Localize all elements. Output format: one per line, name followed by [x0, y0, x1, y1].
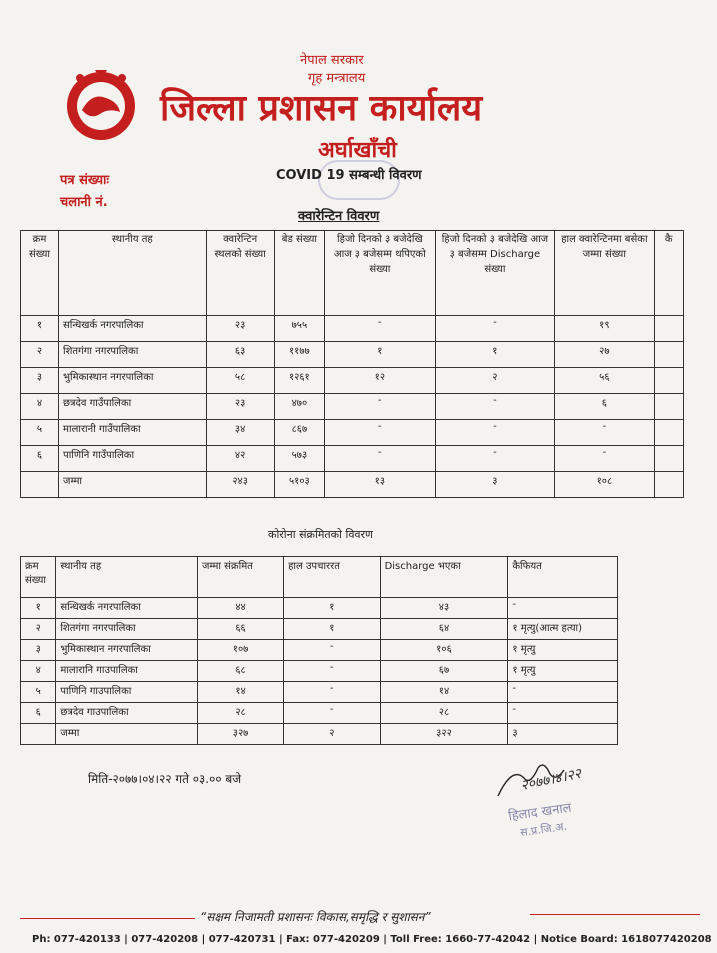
cell: २७ — [555, 342, 654, 368]
table-row — [21, 420, 684, 446]
cell — [21, 472, 59, 498]
cell: शितगंगा नगरपालिका — [56, 619, 198, 640]
table-row — [21, 640, 618, 661]
cell: ५७३ — [274, 446, 325, 472]
cell: ४७० — [274, 394, 325, 420]
cell: १३ — [325, 472, 435, 498]
quarantine-section-title: क्वारेन्टिन विवरण — [298, 209, 380, 224]
infected-header-row — [21, 557, 618, 598]
cell: १ मृत्यु — [508, 640, 618, 661]
cell: - — [508, 598, 618, 619]
column-header: कैफियत — [508, 557, 618, 598]
cell: १२ — [325, 368, 435, 394]
cell: ८६७ — [274, 420, 325, 446]
footer-divider-right — [530, 914, 700, 915]
table-row — [21, 316, 684, 342]
signature-date: २०७७।४।२२ — [519, 765, 583, 795]
cell: ६३ — [206, 342, 274, 368]
cell: १ — [21, 316, 59, 342]
footer-motto: “सक्षम निजामती प्रशासनः विकास,समृद्धि र सुशासन” — [200, 910, 431, 924]
cell — [654, 316, 684, 342]
cell: - — [325, 420, 435, 446]
cell: पाणिनि गाउँपालिका — [59, 446, 207, 472]
cell: १४ — [198, 682, 284, 703]
infected-table — [20, 556, 618, 745]
cell: - — [555, 420, 654, 446]
cell: जम्मा — [59, 472, 207, 498]
cell: ३ — [508, 724, 618, 745]
government-name: नेपाल सरकार — [300, 53, 364, 68]
cell: ३२२ — [380, 724, 508, 745]
cell: ३४ — [206, 420, 274, 446]
cell: - — [508, 682, 618, 703]
signatory-name-stamp: हिलाद खनाल — [507, 800, 573, 825]
column-header: जम्मा संक्रमित — [198, 557, 284, 598]
table-row — [21, 682, 618, 703]
cell: ३ — [21, 640, 56, 661]
cell: ५८ — [206, 368, 274, 394]
cell: सन्धिखर्क नगरपालिका — [59, 316, 207, 342]
column-header: क्वारेन्टिन स्थलको संख्या — [206, 231, 274, 316]
cell: - — [435, 394, 555, 420]
cell: २ — [284, 724, 380, 745]
table-row — [21, 703, 618, 724]
cell: सन्धिखर्क नगरपालिका — [56, 598, 198, 619]
cell: ६६ — [198, 619, 284, 640]
cell — [654, 446, 684, 472]
table-row — [21, 446, 684, 472]
cell: मालारानी गाउँपालिका — [59, 420, 207, 446]
table-row — [21, 661, 618, 682]
cell: १०८ — [555, 472, 654, 498]
cell: ५१०३ — [274, 472, 325, 498]
column-header: Discharge भएका — [380, 557, 508, 598]
column-header: हाल उपचाररत — [284, 557, 380, 598]
cell: १ — [284, 619, 380, 640]
cell: ६७ — [380, 661, 508, 682]
cell: ४ — [21, 661, 56, 682]
cell: ६ — [21, 446, 59, 472]
cell: ६८ — [198, 661, 284, 682]
cell: १ — [435, 342, 555, 368]
table-row — [21, 368, 684, 394]
cell: - — [284, 703, 380, 724]
cell — [654, 342, 684, 368]
cell: ७५५ — [274, 316, 325, 342]
chalani-number-label: चलानी नं. — [60, 195, 108, 210]
cell: - — [435, 446, 555, 472]
column-header: क्रम संख्या — [21, 557, 56, 598]
cell: ६ — [555, 394, 654, 420]
infected-section-title: कोरोना संक्रमितको विवरण — [268, 528, 374, 541]
cell: ४ — [21, 394, 59, 420]
footer-divider-left — [20, 918, 195, 919]
column-header: बेड संख्या — [274, 231, 325, 316]
cell: - — [555, 446, 654, 472]
cell: १९ — [555, 316, 654, 342]
cell: ५६ — [555, 368, 654, 394]
cell: २८ — [380, 703, 508, 724]
cell: - — [435, 316, 555, 342]
cell: १०६ — [380, 640, 508, 661]
cell: ५ — [21, 682, 56, 703]
table-row — [21, 619, 618, 640]
cell — [654, 368, 684, 394]
column-header: हिजो दिनको ३ बजेदेखि आज ३ बजेसम्म Discharge संख्या — [435, 231, 555, 316]
cell: १ — [284, 598, 380, 619]
cell: २ — [21, 619, 56, 640]
column-header: क्रम संख्या — [21, 231, 59, 316]
table-row — [21, 394, 684, 420]
total-row — [21, 724, 618, 745]
cell: ६ — [21, 703, 56, 724]
total-row — [21, 472, 684, 498]
cell: - — [325, 316, 435, 342]
footer-contacts: Ph: 077-420133 | 077-420208 | 077-420731 | Fax: 077-420209 | Toll Free: 1660-77-42042 | Notice Board: 1618077420208 — [32, 934, 712, 945]
cell: ४४ — [198, 598, 284, 619]
cell: छत्रदेव गाउँपालिका — [59, 394, 207, 420]
table-row — [21, 598, 618, 619]
cell — [21, 724, 56, 745]
cell: २ — [21, 342, 59, 368]
cell: ३२७ — [198, 724, 284, 745]
column-header: हिजो दिनको ३ बजेदेखि आज ३ बजेसम्म थपिएको संख्या — [325, 231, 435, 316]
quarantine-table — [20, 230, 684, 498]
cell: २ — [435, 368, 555, 394]
column-header: स्थानीय तह — [59, 231, 207, 316]
cell: - — [284, 661, 380, 682]
document-subject: COVID 19 सम्बन्धी विवरण — [276, 168, 422, 183]
cell — [654, 472, 684, 498]
report-date: मिति-२०७७।०४।२२ गते ०३.०० बजे — [88, 772, 242, 786]
cell: ३ — [21, 368, 59, 394]
cell: ११७७ — [274, 342, 325, 368]
cell: १४ — [380, 682, 508, 703]
cell: १ मृत्यु — [508, 661, 618, 682]
cell: - — [435, 420, 555, 446]
cell: - — [325, 446, 435, 472]
signatory-title-stamp: स.प्र.जि.अ. — [519, 819, 568, 840]
cell: २८ — [198, 703, 284, 724]
table-row — [21, 342, 684, 368]
cell: १२६१ — [274, 368, 325, 394]
cell: - — [284, 682, 380, 703]
cell: ६४ — [380, 619, 508, 640]
cell: शितगंगा नगरपालिका — [59, 342, 207, 368]
cell: ४३ — [380, 598, 508, 619]
cell: १ — [21, 598, 56, 619]
cell: २३ — [206, 394, 274, 420]
cell: १ — [325, 342, 435, 368]
cell: पाणिनि गाउपालिका — [56, 682, 198, 703]
cell: १ मृत्यु(आत्म हत्या) — [508, 619, 618, 640]
cell: ५ — [21, 420, 59, 446]
quarantine-header-row — [21, 231, 684, 316]
nepal-emblem-icon — [62, 64, 140, 144]
cell: छत्रदेव गाउपालिका — [56, 703, 198, 724]
cell: - — [325, 394, 435, 420]
column-header: हाल क्वारेन्टिनमा बसेका जम्मा संख्या — [555, 231, 654, 316]
cell: भुमिकास्थान नगरपालिका — [56, 640, 198, 661]
column-header: स्थानीय तह — [56, 557, 198, 598]
cell: ३ — [435, 472, 555, 498]
cell: - — [284, 640, 380, 661]
cell: ४२ — [206, 446, 274, 472]
cell: मालारानि गाउपालिका — [56, 661, 198, 682]
cell: - — [508, 703, 618, 724]
ministry-name: गृह मन्त्रालय — [308, 71, 366, 86]
cell: १०७ — [198, 640, 284, 661]
district-name: अर्घाखाँची — [318, 138, 397, 163]
cell: २४३ — [206, 472, 274, 498]
column-header: कै — [654, 231, 684, 316]
cell — [654, 420, 684, 446]
cell — [654, 394, 684, 420]
cell: भुमिकास्थान नगरपालिका — [59, 368, 207, 394]
cell: २३ — [206, 316, 274, 342]
cell: जम्मा — [56, 724, 198, 745]
office-title: जिल्ला प्रशासन कार्यालय — [160, 88, 483, 129]
patra-sankhya-label: पत्र संख्याः — [60, 173, 110, 188]
